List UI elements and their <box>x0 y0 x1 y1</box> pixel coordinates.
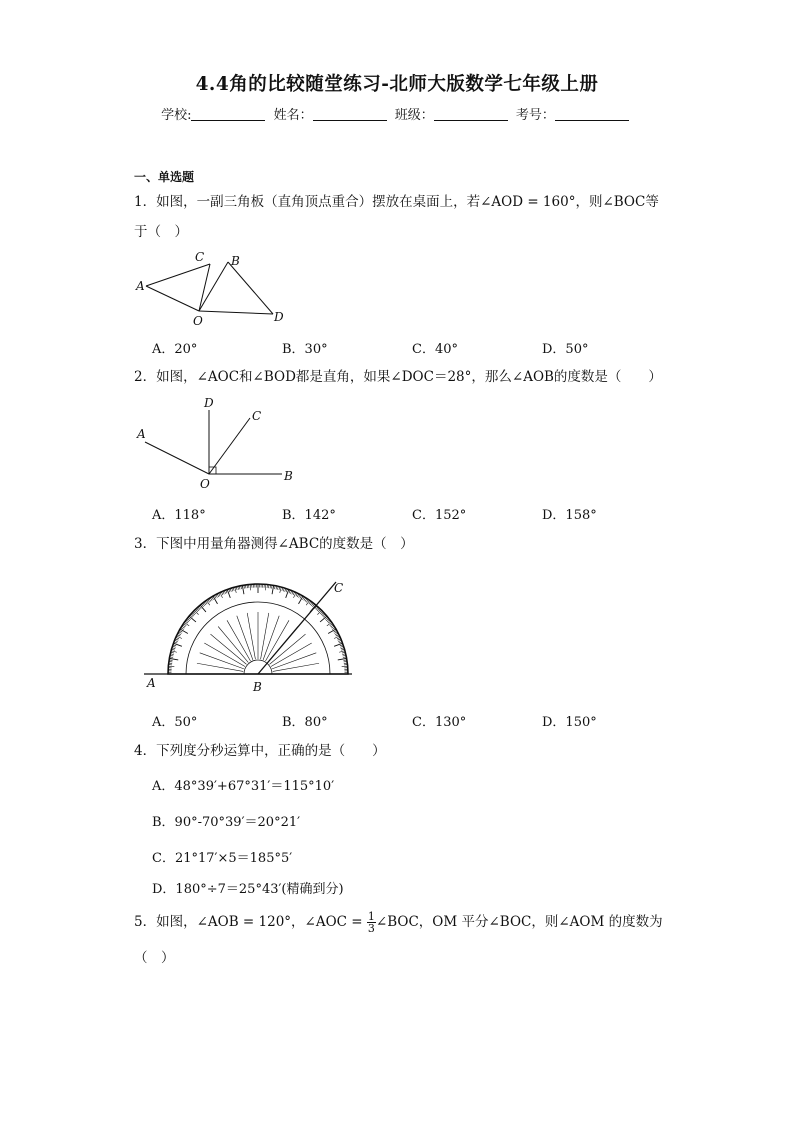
q2-label-b: B <box>284 469 293 483</box>
protractor-tick <box>212 597 214 600</box>
q5-fraction <box>367 911 376 934</box>
protractor-tick <box>184 622 189 625</box>
class-label: 班级： <box>394 108 434 123</box>
protractor-tick <box>305 599 307 602</box>
protractor-ticks <box>168 584 348 674</box>
protractor-tick <box>194 610 198 614</box>
protractor-tick <box>185 621 188 623</box>
protractor-tick <box>272 585 274 594</box>
protractor-tick <box>311 603 313 606</box>
protractor-tick <box>316 607 318 610</box>
q1-option-c[interactable]: C．40° <box>412 342 458 357</box>
protractor-tick <box>210 598 212 601</box>
protractor-tick <box>208 599 210 602</box>
protractor-radial-line <box>263 616 279 660</box>
q3-option-b[interactable]: B．80° <box>282 715 328 730</box>
protractor-tick <box>339 651 345 653</box>
section-title: 一、单选题 <box>134 170 195 184</box>
protractor-radial-line <box>247 613 255 659</box>
protractor-tick <box>235 587 237 593</box>
name-label: 姓名： <box>273 108 313 123</box>
number-label: 考号： <box>515 108 555 123</box>
q1-option-d[interactable]: D．50° <box>542 342 589 357</box>
protractor-tick <box>265 584 266 590</box>
school-label: 学校: <box>161 108 192 123</box>
q1-label-a: A <box>136 279 145 293</box>
class-blank[interactable] <box>434 107 508 121</box>
protractor-tick <box>280 587 282 593</box>
q3-label-c: C <box>334 581 344 595</box>
question-3-protractor-figure <box>140 575 358 695</box>
protractor-tick <box>186 620 189 622</box>
protractor-tick <box>306 599 308 602</box>
protractor-tick <box>171 651 177 653</box>
q2-line-oa <box>145 442 209 474</box>
protractor-tick <box>191 614 194 616</box>
q3-option-a[interactable]: A．50° <box>152 715 198 730</box>
protractor-tick <box>242 585 244 594</box>
protractor-tick <box>309 601 311 604</box>
protractor-tick <box>214 595 216 598</box>
protractor-tick <box>169 658 178 660</box>
question-4-text: 4．下列度分秒运算中，正确的是（ ） <box>134 743 386 759</box>
protractor-tick <box>206 600 209 605</box>
protractor-tick <box>209 599 211 602</box>
protractor-tick <box>205 601 207 604</box>
protractor-tick <box>173 643 181 646</box>
page-title: 4.4角的比较随堂练习-北师大版数学七年级上册 <box>195 74 599 95</box>
school-blank[interactable] <box>191 107 265 121</box>
number-blank[interactable] <box>555 107 629 121</box>
protractor-tick <box>331 626 334 628</box>
question-5-line1 <box>134 909 694 935</box>
protractor-tick <box>331 625 334 627</box>
protractor-tick <box>183 624 186 626</box>
protractor-tick <box>193 611 196 613</box>
protractor-tick <box>330 624 333 626</box>
question-1-figure <box>132 248 292 328</box>
question-2-options <box>152 504 672 523</box>
protractor-tick <box>198 607 200 610</box>
protractor-radial-line <box>237 616 253 660</box>
protractor-tick <box>334 630 337 632</box>
protractor-tick <box>320 611 323 613</box>
protractor-tick <box>227 589 230 597</box>
protractor-tick <box>318 609 320 612</box>
protractor-radial-line <box>200 653 244 669</box>
protractor-tick <box>328 621 331 623</box>
protractor-tick <box>182 626 185 628</box>
q5-frac-denominator: 3 <box>367 922 375 935</box>
protractor-radial-line <box>227 620 251 661</box>
protractor-tick <box>322 614 325 616</box>
protractor-tick <box>317 610 321 614</box>
q1-line-co <box>199 264 210 311</box>
q1-option-b[interactable]: B．30° <box>282 342 328 357</box>
q1-line-bd <box>228 262 273 314</box>
protractor-tick <box>327 620 330 622</box>
q1-line-ob <box>199 262 228 311</box>
protractor-tick <box>192 613 195 615</box>
protractor-radial-line <box>204 643 245 667</box>
protractor-tick <box>286 589 289 597</box>
protractor-tick <box>299 595 301 598</box>
student-info-row <box>0 104 794 123</box>
question-1-line2: 于（ ） <box>134 224 188 240</box>
q3-option-c[interactable]: C．130° <box>412 715 467 730</box>
protractor-radial-line <box>197 663 243 671</box>
q4-option-a[interactable]: A．48°39′+67°31′＝115°10′ <box>152 779 335 794</box>
q5-text-part2: ∠BOC，OM 平分∠BOC，则∠AOM 的度数为 <box>375 914 663 930</box>
q2-label-d: D <box>204 396 214 410</box>
protractor-tick <box>216 595 218 598</box>
protractor-tick <box>179 632 182 634</box>
protractor-tick <box>326 619 329 621</box>
question-2-figure <box>132 396 302 492</box>
protractor-tick <box>310 602 312 605</box>
q1-line-od <box>199 311 273 314</box>
question-1-line1: 1．如图，一副三角板（直角顶点重合）摆放在桌面上，若∠AOD = 160°，则∠BOC等 <box>134 194 659 210</box>
protractor-tick <box>306 600 309 605</box>
protractor-tick <box>179 630 182 632</box>
question-3-text: 3．下图中用量角器测得∠ABC的度数是（ ） <box>134 536 414 552</box>
q1-label-d: D <box>274 310 284 324</box>
q3-option-d[interactable]: D．150° <box>542 715 597 730</box>
protractor-tick <box>327 622 332 625</box>
protractor-tick <box>334 632 337 634</box>
protractor-radial-line <box>273 663 319 671</box>
q2-option-a[interactable]: A．118° <box>152 508 206 523</box>
question-1-options <box>152 338 672 357</box>
protractor-tick <box>338 658 347 660</box>
protractor-tick <box>304 598 306 601</box>
protractor-tick <box>187 619 190 621</box>
protractor-tick <box>342 666 348 667</box>
q2-line-oc <box>209 418 250 474</box>
q5-frac-numerator: 1 <box>367 910 375 923</box>
q4-option-b[interactable]: B．90°-70°39′＝20°21′ <box>152 815 301 830</box>
protractor-tick <box>300 595 302 598</box>
protractor-tick <box>317 608 319 611</box>
protractor-tick <box>321 613 324 615</box>
protractor-tick <box>203 603 205 606</box>
question-5-line2: （ ） <box>134 950 175 966</box>
q3-label-a: A <box>147 676 156 690</box>
q2-label-o: O <box>200 477 210 491</box>
protractor-tick <box>195 609 197 612</box>
q1-label-b: B <box>231 254 240 268</box>
protractor-tick <box>183 625 186 627</box>
protractor-tick <box>197 608 199 611</box>
q2-label-a: A <box>137 427 146 441</box>
protractor-tick <box>204 602 206 605</box>
q3-label-b: B <box>253 680 262 694</box>
protractor-tick <box>332 628 335 630</box>
q2-option-d[interactable]: D．158° <box>542 508 597 523</box>
q4-option-c[interactable]: C．21°17′×5＝185°5′ <box>152 851 293 866</box>
q2-option-c[interactable]: C．152° <box>412 508 467 523</box>
q2-label-c: C <box>252 409 262 423</box>
protractor-radial-line <box>261 613 269 659</box>
protractor-tick <box>334 643 342 646</box>
protractor-tick <box>168 666 174 667</box>
q1-label-c: C <box>195 250 205 264</box>
protractor-tick <box>303 597 305 600</box>
q1-option-a[interactable]: A．20° <box>152 342 198 357</box>
name-blank[interactable] <box>313 107 387 121</box>
q1-line-ac <box>146 264 210 286</box>
q1-label-o: O <box>193 314 203 328</box>
q1-line-ao <box>146 286 199 311</box>
q5-text-part1: 5．如图，∠AOB = 120°，∠AOC = <box>134 914 367 930</box>
protractor-tick <box>181 628 184 630</box>
question-3-options <box>152 711 672 730</box>
q2-option-b[interactable]: B．142° <box>282 508 336 523</box>
protractor-radial-line <box>272 653 316 669</box>
protractor-radial-line <box>271 643 312 667</box>
question-2-text: 2．如图，∠AOC和∠BOD都是直角，如果∠DOC＝28°，那么∠AOB的度数是（ ） <box>134 369 662 385</box>
protractor-tick <box>250 584 251 590</box>
q4-option-d[interactable]: D．180°÷7＝25°43′(精确到分) <box>152 882 344 897</box>
